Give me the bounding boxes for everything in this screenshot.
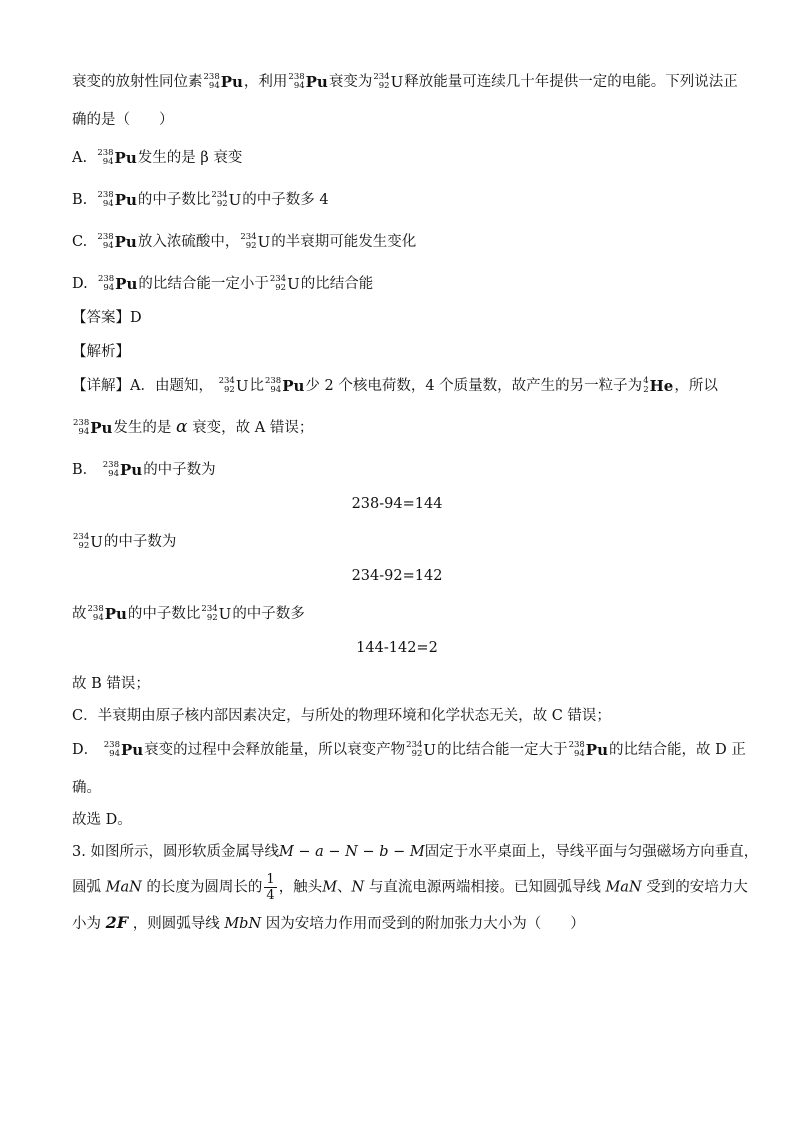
stem-text: 衰变的放射性同位素 — [72, 74, 203, 90]
detail-d-line2: 确。 — [72, 780, 101, 796]
q2-stem-line2: 确的是（ ） — [72, 112, 174, 128]
stem-text: 释放能量可连续几十年提供一定的电能。下列说法正 — [404, 74, 738, 90]
q2-stem-line1 — [72, 70, 738, 91]
detail-d-line1: D． 238 94 Pu衰变的过程中会释放能量，所以衰变产物 234 92 U的比结合能一定大于 238 94 Pu的比结合能，故 D 正 — [72, 740, 746, 759]
detail-u-line: 234 92 U的中子数为 — [73, 532, 177, 551]
nuclide-u: 234 92 U — [73, 532, 103, 551]
equation-3: 144-142=2 — [356, 640, 438, 656]
nuclide-pu: 238 94 Pu — [97, 148, 137, 167]
nuclide-u: 234 92 U — [201, 604, 232, 623]
nuclide-pu: 238 94 Pu — [568, 740, 608, 759]
option-b: B. 238 94 Pu的中子数比 234 92 U的中子数多 4 — [72, 190, 329, 209]
q3-line3: 小为 2F ，则圆弧导线 MbN 因为安培力作用而受到的附加张力大小为（ ） — [72, 913, 585, 932]
nuclide-pu: 238 94 Pu — [97, 190, 137, 209]
nuclide-pu: 238 94 Pu — [87, 604, 127, 623]
nuclide-pu: 238 94 Pu — [97, 232, 137, 251]
detail-c-line: C．半衰期由原子核内部因素决定，与所处的物理环境和化学状态无关，故 C 错误； — [72, 708, 611, 724]
detail-b-conclude: 故 B 错误； — [72, 676, 150, 692]
equation-2: 234-92=142 — [351, 568, 443, 584]
detail-compare-line: 故 238 94 Pu的中子数比 234 92 U的中子数多 — [72, 604, 305, 623]
nuclide-u: 234 92 U — [240, 232, 271, 251]
nuclide-pu: 238 94 Pu — [264, 376, 305, 395]
choose-line: 故选 D。 — [72, 812, 132, 828]
detail-b-line: B． 238 94 Pu的中子数为 — [72, 460, 216, 479]
nuclide-pu: 238 94 Pu — [73, 418, 113, 437]
answer: 【答案】D — [72, 310, 142, 326]
detail-a-line2: 238 94 Pu发生的是 α 衰变，故 A 错误； — [73, 417, 314, 437]
stem-text: ，利用 — [243, 74, 288, 90]
option-d: D. 238 94 Pu的比结合能一定小于 234 92 U的比结合能 — [72, 274, 374, 293]
option-a: A. 238 94 Pu发生的是 β 衰变 — [72, 148, 243, 167]
wire-label: M − a − N − b − M — [278, 844, 425, 860]
stem-text: 衰变为 — [328, 74, 373, 90]
nuclide-pu: 238 94 Pu — [203, 72, 243, 91]
nuclide-u: 234 92 U — [269, 274, 300, 293]
nuclide-u: 234 92 U — [373, 72, 404, 91]
equation-1: 238-94=144 — [351, 496, 443, 512]
nuclide-u: 234 92 U — [218, 376, 249, 395]
nuclide-pu: 238 94 Pu — [97, 274, 138, 293]
nuclide-pu: 238 94 Pu — [288, 72, 328, 91]
q3-line2: 圆弧 MaN 的长度为圆周长的 $\frac{1}{4}$ ，触头M、N 与直流电源两端相接。已知圆弧导线 MaN 受到的安培力大 — [72, 872, 748, 903]
nuclide-u: 234 92 U — [406, 740, 437, 759]
analysis-tag: 【解析】 — [72, 344, 130, 360]
nuclide-he: 4 2 He — [643, 376, 674, 395]
nuclide-pu: 238 94 Pu — [103, 740, 144, 759]
detail-a-line1: 【详解】A．由题知， 234 92 U比 238 94 Pu少 2 个核电荷数，4 个质量数，故产生的另一粒子为 4 2 He，所以 — [72, 376, 718, 395]
fraction-one-quarter: $\frac{1}{4}$ — [266, 872, 275, 903]
option-c: C. 238 94 Pu放入浓硫酸中， 234 92 U的半衰期可能发生变化 — [72, 232, 417, 251]
nuclide-u: 234 92 U — [211, 190, 242, 209]
nuclide-pu: 238 94 Pu — [102, 460, 143, 479]
q3-line1: 3. 如图所示，圆形软质金属导线M − a − N − b − M固定于水平桌面上，导线平面与匀强磁场方向垂直， — [72, 844, 759, 860]
